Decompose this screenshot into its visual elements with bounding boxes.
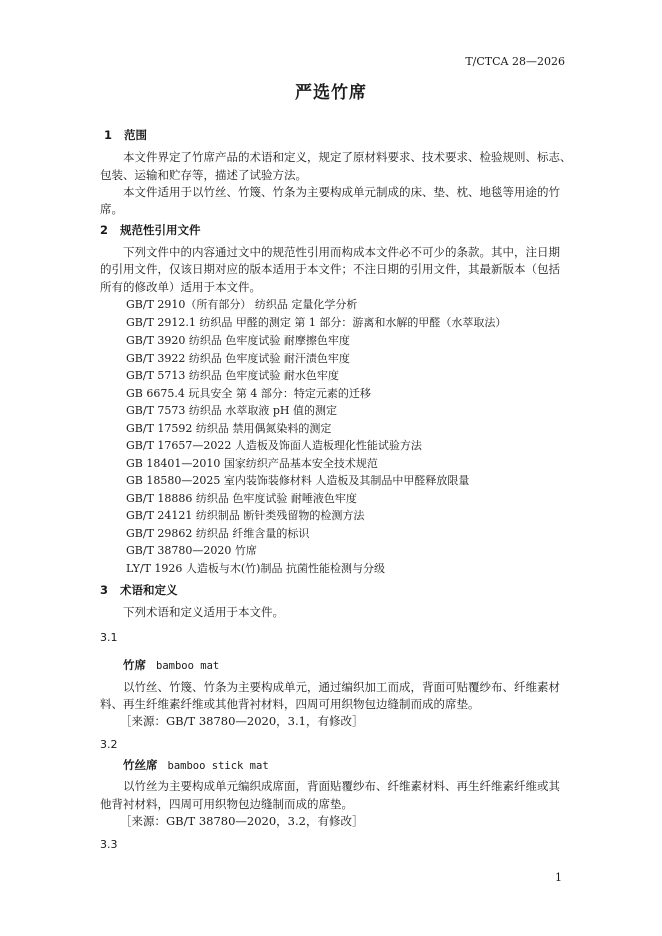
section-title: 范围 (124, 128, 147, 142)
reference-item: GB/T 5713 纺织品 色牢度试验 耐水色牢度 (126, 369, 339, 382)
reference-item: LY/T 1926 人造板与木(竹)制品 抗菌性能检测与分级 (126, 562, 385, 575)
terms-intro: 下列术语和定义适用于本文件。 (123, 605, 284, 619)
scope-paragraph-line: 席。 (100, 202, 123, 216)
normative-intro-line: 的引用文件，仅该日期对应的版本适用于本文件；不注日期的引用文件，其最新版本（包括 (100, 262, 560, 276)
scope-paragraph-line: 包装、运输和贮存等，描述了试验方法。 (100, 168, 307, 182)
reference-item: GB 6675.4 玩具安全 第 4 部分：特定元素的迁移 (126, 387, 371, 400)
term-entry (123, 757, 269, 773)
term-source: ［来源：GB/T 38780—2020，3.2，有修改］ (120, 814, 364, 828)
normative-intro-line: 下列文件中的内容通过文中的规范性引用而构成本文件必不可少的条款。其中，注日期 (123, 245, 560, 259)
reference-item: GB/T 2912.1 纺织品 甲醛的测定 第 1 部分：游离和水解的甲醛（水萃取法） (126, 316, 507, 329)
term-chinese: 竹丝席 (123, 758, 158, 772)
term-definition-line: 料、再生纤维素纤维或其他背衬材料，四周可用织物包边缝制而成的席垫。 (100, 697, 480, 711)
reference-item: GB/T 29862 纺织品 纤维含量的标识 (126, 527, 310, 540)
clause-number: 3.2 (100, 738, 118, 751)
scope-paragraph-line: 本文件适用于以竹丝、竹篾、竹条为主要构成单元制成的床、垫、枕、地毯等用途的竹 (123, 185, 560, 199)
term-definition-line: 他背衬材料，四周可用织物包边缝制而成的席垫。 (100, 797, 353, 811)
reference-item: GB 18401—2010 国家纺织产品基本安全技术规范 (126, 457, 378, 470)
reference-item: GB/T 24121 纺织制品 断针类残留物的检测方法 (126, 509, 365, 522)
document-title: 严选竹席 (295, 83, 367, 103)
reference-item: GB/T 17657—2022 人造板及饰面人造板理化性能试验方法 (126, 439, 422, 452)
section-title: 规范性引用文件 (120, 223, 201, 237)
reference-item: GB/T 3922 纺织品 色牢度试验 耐汗渍色牢度 (126, 352, 350, 365)
reference-item: GB/T 38780—2020 竹席 (126, 544, 257, 557)
reference-item: GB 18580—2025 室内装饰装修材料 人造板及其制品中甲醛释放限量 (126, 474, 470, 487)
term-english: bamboo mat (156, 660, 220, 672)
term-definition-line: 以竹丝、竹篾、竹条为主要构成单元，通过编织加工而成，背面可贴覆纱布、纤维素材 (123, 680, 560, 694)
scope-paragraph-line: 本文件界定了竹席产品的术语和定义，规定了原材料要求、技术要求、检验规则、标志、 (123, 150, 572, 164)
clause-number: 3.1 (100, 631, 118, 644)
section-title: 术语和定义 (120, 583, 178, 597)
page-number: 1 (555, 871, 562, 884)
section-number: 1 (104, 128, 113, 142)
term-english: bamboo stick mat (167, 760, 269, 772)
term-entry (123, 657, 219, 673)
normative-intro-line: 所有的修改单）适用于本文件。 (100, 280, 261, 294)
clause-number: 3.3 (100, 838, 118, 851)
section-heading-normative (100, 222, 201, 238)
term-definition-line: 以竹丝为主要构成单元编织成席面，背面贴覆纱布、纤维素材料、再生纤维素纤维或其 (123, 779, 560, 793)
standard-code: T/CTCA 28—2026 (465, 55, 565, 68)
reference-item: GB/T 17592 纺织品 禁用偶氮染料的测定 (126, 422, 332, 435)
term-source: ［来源：GB/T 38780—2020，3.1，有修改］ (120, 714, 364, 728)
term-chinese: 竹席 (123, 658, 146, 672)
reference-item: GB/T 7573 纺织品 水萃取液 pH 值的测定 (126, 404, 338, 417)
section-number: 2 (100, 223, 109, 237)
reference-item: GB/T 3920 纺织品 色牢度试验 耐摩擦色牢度 (126, 334, 350, 347)
reference-item: GB/T 2910（所有部分） 纺织品 定量化学分析 (126, 298, 358, 311)
section-number: 3 (100, 583, 109, 597)
section-heading-terms (100, 582, 178, 598)
reference-item: GB/T 18886 纺织品 色牢度试验 耐唾液色牢度 (126, 492, 357, 505)
section-heading-scope (104, 127, 147, 143)
